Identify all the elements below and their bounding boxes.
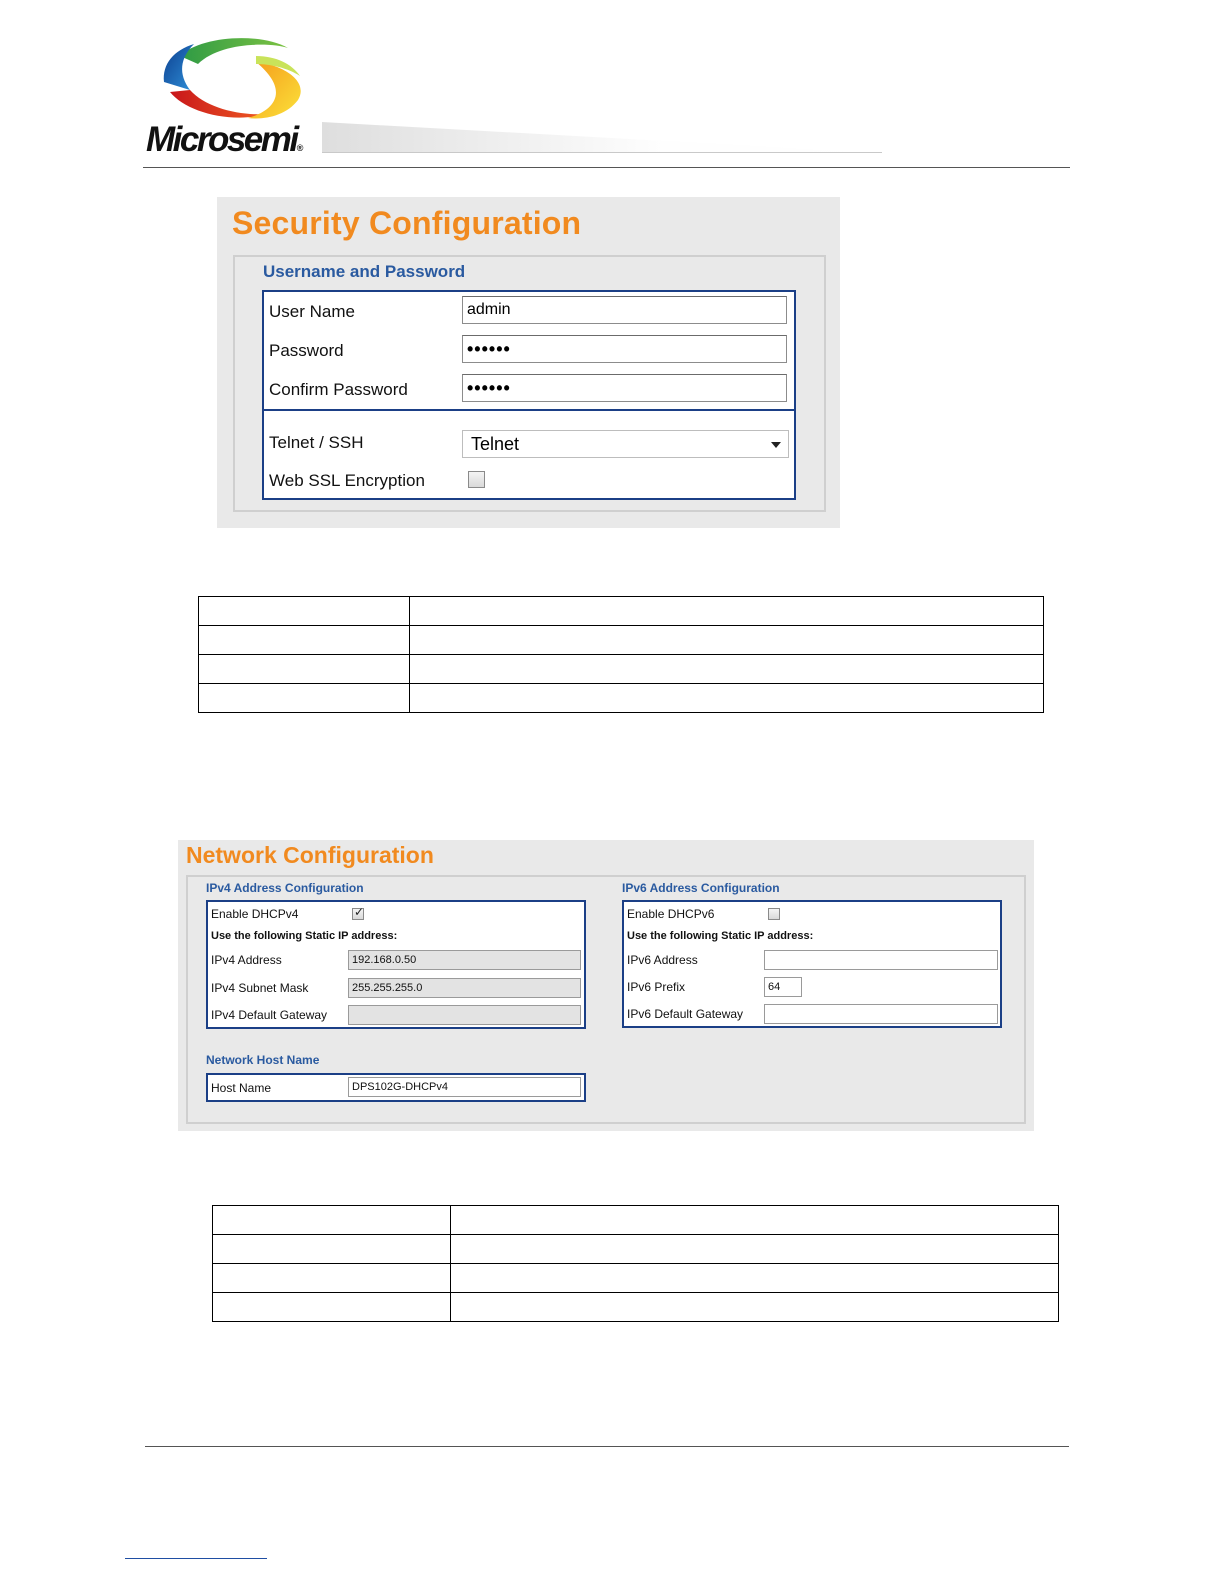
- enable-dhcpv4-checkbox[interactable]: [352, 905, 365, 920]
- telnet-ssh-selected-value: Telnet: [471, 434, 520, 454]
- table-row: [213, 1264, 1059, 1293]
- table-cell: [410, 684, 1044, 713]
- logo-underline: [322, 152, 882, 153]
- table-row: [213, 1293, 1059, 1322]
- network-configuration-panel: [178, 840, 1034, 1131]
- host-name-box: [206, 1073, 586, 1102]
- table-cell: [451, 1264, 1059, 1293]
- username-password-fieldset: [233, 255, 826, 512]
- password-input[interactable]: [462, 335, 787, 363]
- ipv4-default-gateway-label: IPv4 Default Gateway: [211, 1008, 328, 1022]
- enable-dhcpv6-label: Enable DHCPv6: [627, 907, 715, 921]
- ipv4-box: [206, 900, 586, 1029]
- table-row: [199, 655, 1044, 684]
- table-row: [199, 626, 1044, 655]
- ipv6-address-label: IPv6 Address: [627, 953, 698, 967]
- microsemi-swoosh-icon: [160, 34, 310, 122]
- ipv4-subnet-mask-input[interactable]: [348, 978, 581, 998]
- network-title: Network Configuration: [186, 842, 434, 868]
- table-cell: [199, 655, 410, 684]
- web-ssl-label: Web SSL Encryption: [269, 471, 425, 490]
- ipv6-default-gateway-label: IPv6 Default Gateway: [627, 1007, 744, 1021]
- ipv4-address-input[interactable]: [348, 950, 581, 970]
- section-divider: [264, 409, 794, 411]
- ipv4-static-heading: Use the following Static IP address:: [211, 930, 398, 942]
- check-mark-icon: ✓: [354, 905, 365, 919]
- username-password-legend: Username and Password: [263, 262, 466, 281]
- enable-dhcpv6-checkbox[interactable]: [768, 908, 780, 920]
- network-parameters-table: [212, 1205, 1059, 1322]
- logo-wordmark: Microsemi®: [146, 120, 304, 159]
- ipv6-legend: IPv6 Address Configuration: [622, 881, 780, 895]
- footer-link-underline[interactable]: [125, 1558, 267, 1559]
- telnet-ssh-select[interactable]: [462, 430, 789, 458]
- ipv6-static-heading: Use the following Static IP address:: [627, 930, 814, 942]
- ipv6-prefix-input[interactable]: [764, 977, 802, 997]
- ipv6-prefix-label: IPv6 Prefix: [627, 980, 686, 994]
- table-cell: [451, 1235, 1059, 1264]
- username-label: User Name: [269, 302, 355, 321]
- microsemi-logo: [146, 30, 886, 160]
- ipv4-address-label: IPv4 Address: [211, 953, 282, 967]
- host-name-input[interactable]: [348, 1077, 581, 1097]
- table-cell: [410, 626, 1044, 655]
- web-ssl-checkbox[interactable]: [468, 471, 485, 488]
- registered-mark: ®: [296, 143, 304, 153]
- ipv6-address-input[interactable]: [764, 950, 998, 970]
- network-fieldset: [186, 875, 1026, 1124]
- table-row: [199, 684, 1044, 713]
- table-cell: [451, 1293, 1059, 1322]
- table-cell: [213, 1206, 451, 1235]
- confirm-password-input[interactable]: [462, 374, 787, 402]
- enable-dhcpv4-label: Enable DHCPv4: [211, 907, 299, 921]
- table-cell: [410, 655, 1044, 684]
- host-name-label: Host Name: [211, 1081, 272, 1095]
- table-cell: [199, 597, 410, 626]
- username-password-box: [262, 290, 796, 500]
- confirm-password-label: Confirm Password: [269, 380, 408, 399]
- security-parameters-table: [198, 596, 1044, 713]
- host-name-legend: Network Host Name: [206, 1053, 320, 1067]
- table-cell: [451, 1206, 1059, 1235]
- logo-decorative-fade: [322, 122, 882, 153]
- table-cell: [199, 684, 410, 713]
- table-cell: [199, 626, 410, 655]
- table-row: [199, 597, 1044, 626]
- ipv4-legend: IPv4 Address Configuration: [206, 881, 364, 895]
- security-title: Security Configuration: [232, 205, 582, 241]
- footer-rule: [145, 1446, 1069, 1447]
- dropdown-caret-icon: [771, 442, 781, 448]
- username-input[interactable]: [462, 296, 787, 324]
- table-cell: [213, 1264, 451, 1293]
- table-cell: [213, 1293, 451, 1322]
- ipv6-default-gateway-input[interactable]: [764, 1004, 998, 1024]
- security-configuration-panel: [217, 197, 840, 528]
- password-label: Password: [269, 341, 344, 360]
- telnet-ssh-label: Telnet / SSH: [269, 433, 364, 452]
- ipv6-box: [622, 900, 1002, 1028]
- table-cell: [213, 1235, 451, 1264]
- table-row: [213, 1235, 1059, 1264]
- header-rule: [143, 167, 1070, 168]
- ipv4-default-gateway-input[interactable]: [348, 1005, 581, 1025]
- table-cell: [410, 597, 1044, 626]
- table-row: [213, 1206, 1059, 1235]
- ipv4-subnet-mask-label: IPv4 Subnet Mask: [211, 981, 309, 995]
